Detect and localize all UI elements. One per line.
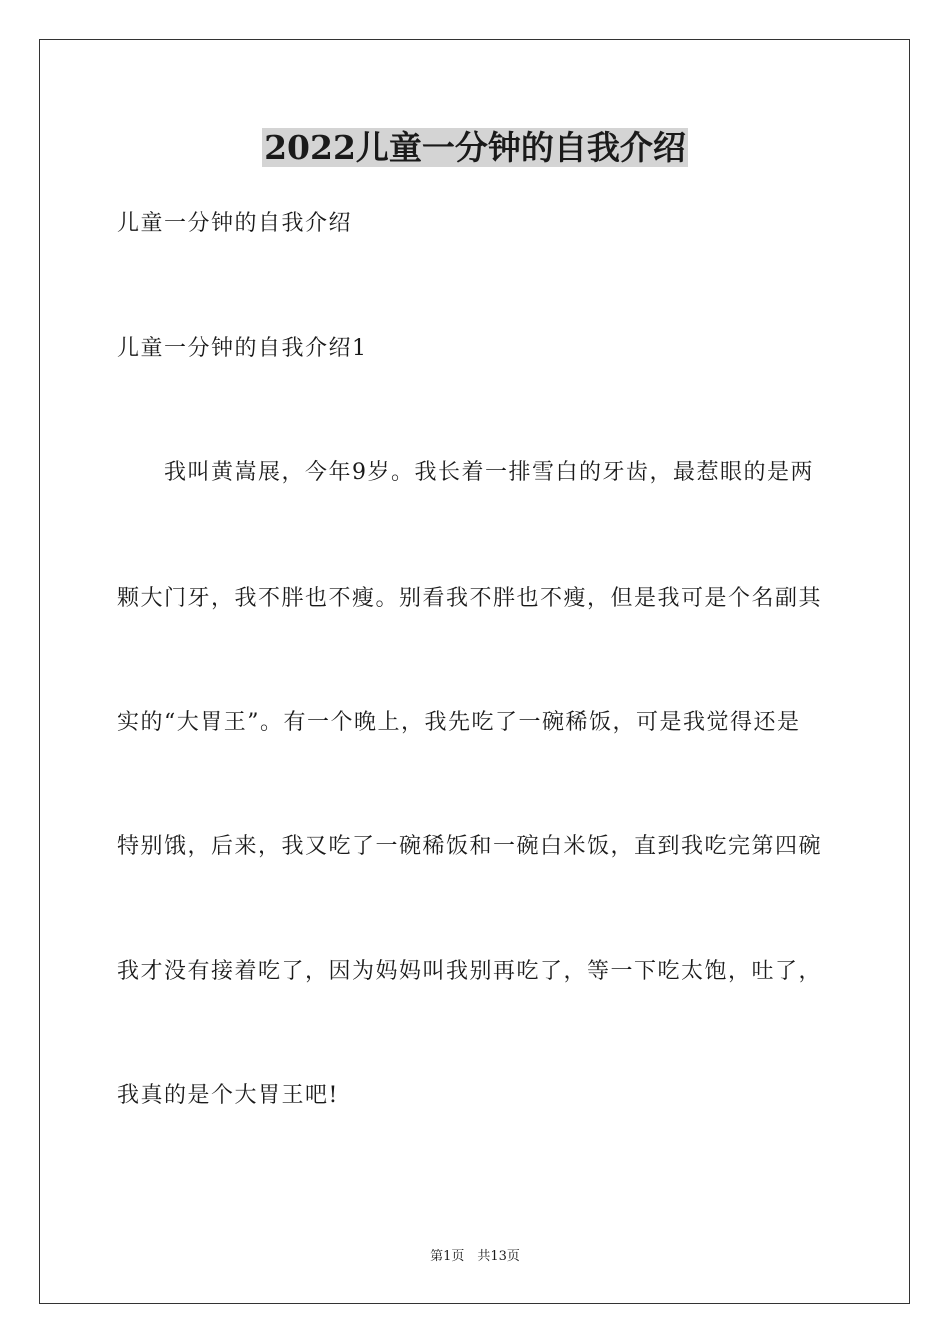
section-heading: 儿童一分钟的自我介绍 bbox=[117, 211, 353, 236]
document-title bbox=[0, 124, 950, 172]
section-subheading: 儿童一分钟的自我介绍1 bbox=[117, 336, 368, 361]
body-line: 我真的是个大胃王吧! bbox=[117, 1083, 339, 1108]
document-title-text: 2022儿童一分钟的自我介绍 bbox=[264, 128, 686, 167]
body-line: 实的“大胃王”。有一个晚上，我先吃了一碗稀饭，可是我觉得还是 bbox=[117, 710, 801, 735]
body-line: 我叫黄嵩展，今年9岁。我长着一排雪白的牙齿，最惹眼的是两 bbox=[164, 460, 814, 485]
body-line: 我才没有接着吃了，因为妈妈叫我别再吃了，等一下吃太饱，吐了， bbox=[117, 959, 823, 984]
body-line: 特别饿，后来，我又吃了一碗稀饭和一碗白米饭，直到我吃完第四碗 bbox=[117, 834, 823, 859]
page-footer: 第1页 共13页 bbox=[430, 1249, 520, 1264]
body-line: 颗大门牙，我不胖也不瘦。别看我不胖也不瘦，但是我可是个名副其 bbox=[117, 586, 823, 611]
